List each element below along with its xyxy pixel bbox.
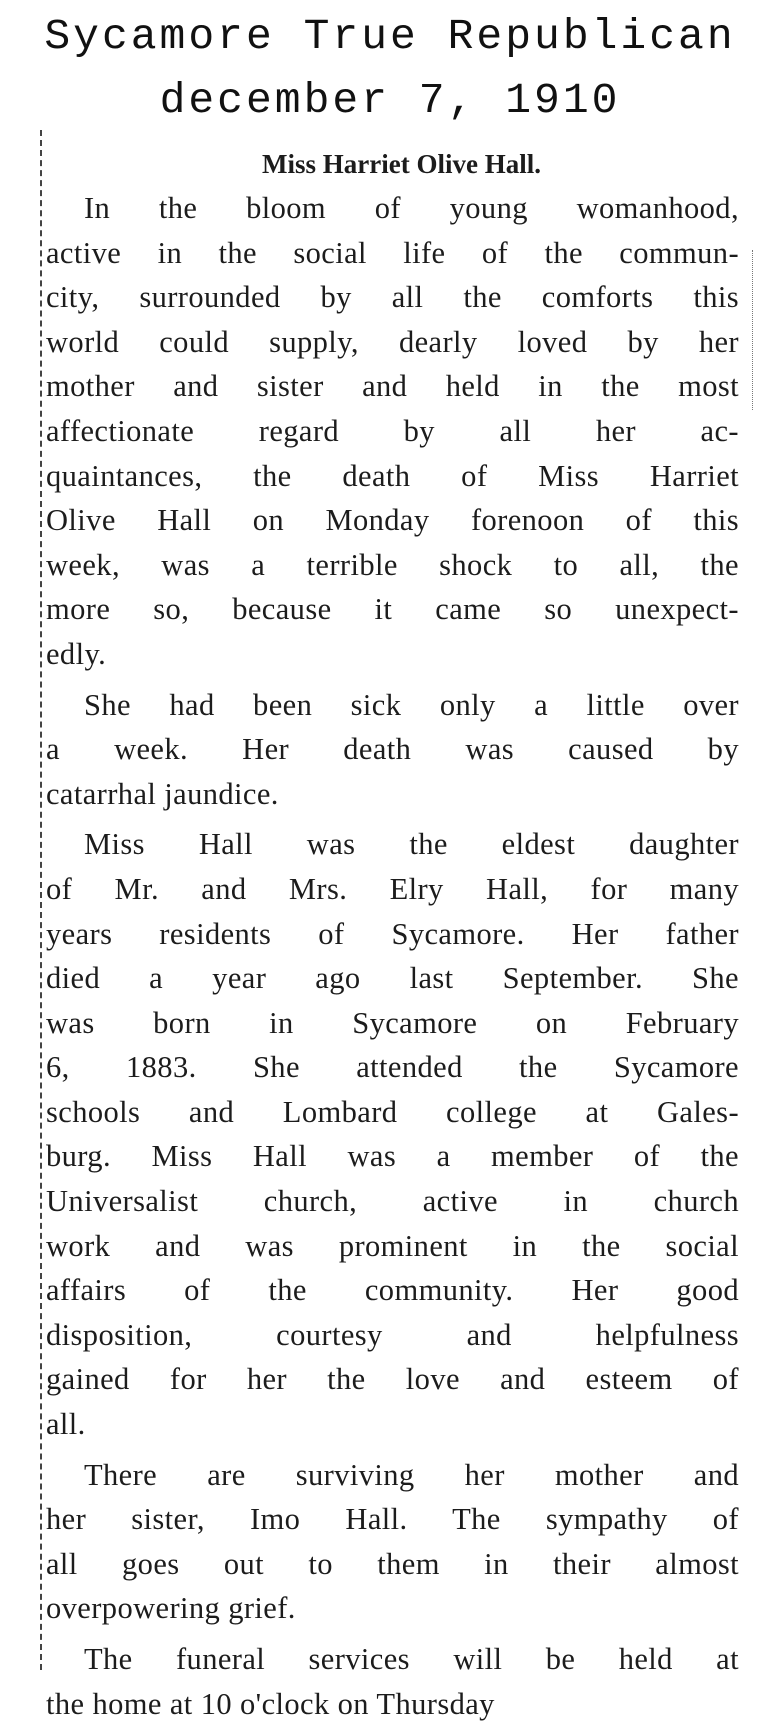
article-line: world could supply, dearly loved by her: [46, 324, 739, 359]
article-line: 6, 1883. She attended the Sycamore: [46, 1050, 739, 1085]
article-headline: Miss Harriet Olive Hall.: [262, 149, 541, 179]
article-line: active in the social life of the commun-: [46, 235, 739, 270]
article-line: affairs of the community. Her good: [46, 1273, 739, 1308]
article-line: burg. Miss Hall was a member of the: [46, 1139, 739, 1174]
publication-date: december 7, 1910: [159, 76, 621, 125]
article-line: years residents of Sycamore. Her father: [46, 916, 739, 951]
article-line: overpowering grief.: [46, 1591, 296, 1626]
article-column: [34, 142, 739, 1726]
article-line: edly.: [46, 636, 107, 671]
clipping-header: [0, 6, 780, 134]
article-line: gained for her the love and esteem of: [46, 1362, 739, 1397]
article-line: schools and Lombard college at Gales-: [46, 1094, 739, 1129]
article-line: In the bloom of young womanhood,: [84, 191, 739, 225]
article-line: a week. Her death was caused by: [46, 732, 739, 767]
article-paragraph: [34, 1453, 739, 1631]
article-body: [34, 186, 739, 1726]
article-line: She had been sick only a little over: [84, 687, 739, 722]
article-line: Olive Hall on Monday forenoon of this: [46, 503, 739, 538]
article-line: the home at 10 o'clock on Thursday: [46, 1686, 495, 1721]
article-line: of Mr. and Mrs. Elry Hall, for many: [46, 871, 739, 906]
article-line: There are surviving her mother and: [84, 1457, 739, 1492]
article-paragraph: [34, 683, 739, 817]
article-line: her sister, Imo Hall. The sympathy of: [46, 1502, 739, 1537]
article-line: all.: [46, 1407, 86, 1442]
article-line: all goes out to them in their almost: [46, 1546, 739, 1581]
publication-name: Sycamore True Republican: [44, 12, 736, 61]
article-line: was born in Sycamore on February: [46, 1005, 739, 1040]
column-rule-right: [752, 250, 753, 410]
article-paragraph: [34, 822, 739, 1446]
article-line: The funeral services will be held at: [84, 1642, 739, 1676]
article-paragraph: [34, 1637, 739, 1726]
article-line: disposition, courtesy and helpfulness: [46, 1317, 739, 1352]
article-line: week, was a terrible shock to all, the: [46, 547, 739, 582]
article-line: catarrhal jaundice.: [46, 776, 279, 811]
article-line: quaintances, the death of Miss Harriet: [46, 458, 739, 493]
article-line: Universalist church, active in church: [46, 1184, 739, 1219]
article-line: mother and sister and held in the most: [46, 369, 739, 404]
article-line: affectionate regard by all her ac-: [46, 413, 739, 448]
article-line: work and was prominent in the social: [46, 1228, 739, 1263]
article-paragraph: [34, 186, 739, 677]
article-line: city, surrounded by all the comforts this: [46, 280, 739, 315]
article-line: Miss Hall was the eldest daughter: [84, 827, 739, 862]
article-line: died a year ago last September. She: [46, 961, 739, 996]
article-line: more so, because it came so unexpect-: [46, 592, 739, 627]
